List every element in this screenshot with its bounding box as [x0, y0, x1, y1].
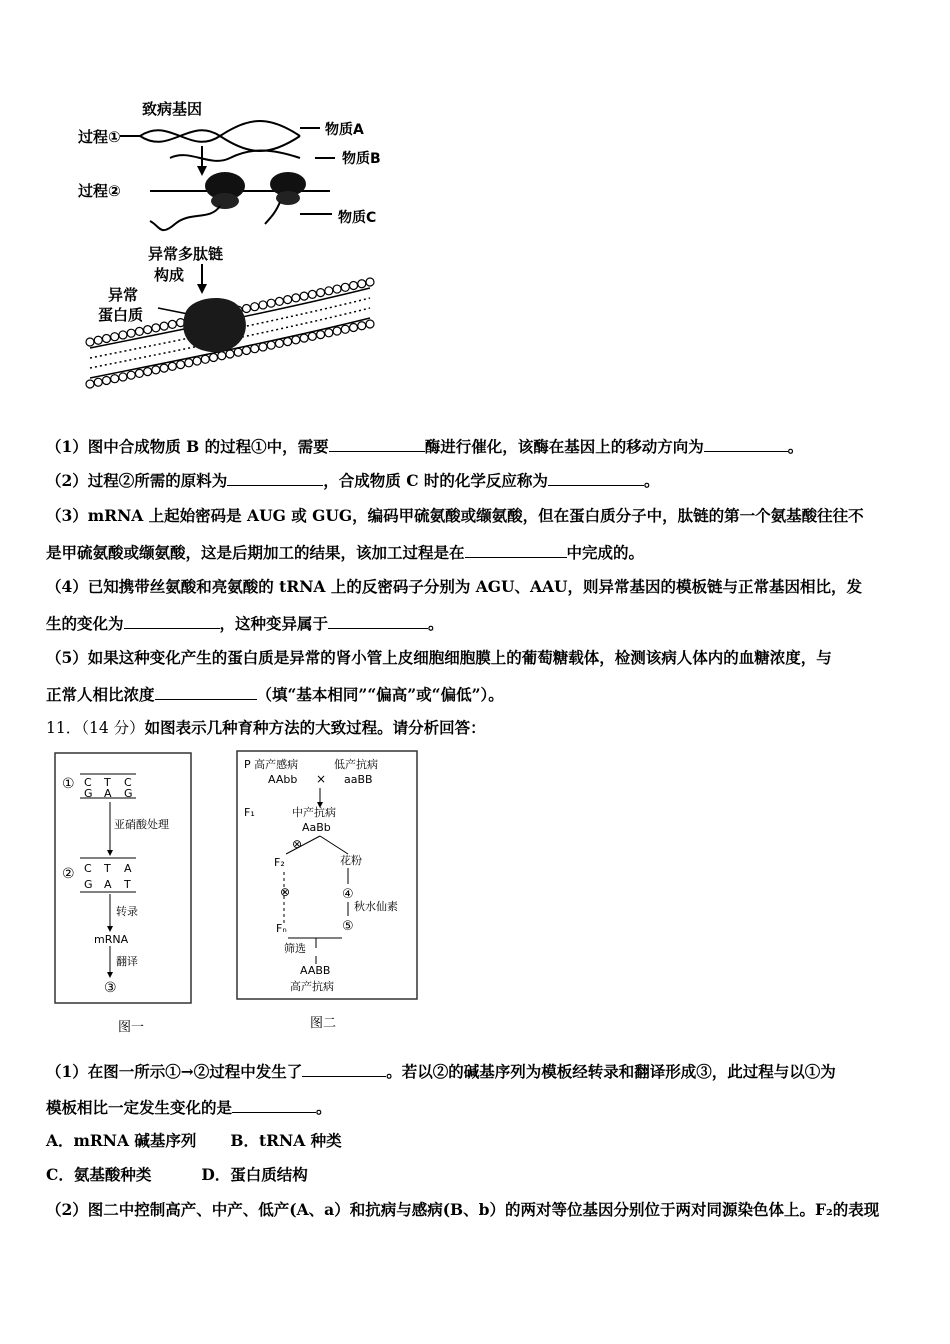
lipid-head — [292, 294, 300, 302]
lipid-head — [251, 345, 259, 353]
dna-strand-1 — [140, 121, 300, 142]
lipid-head — [358, 322, 366, 330]
lipid-head — [350, 324, 358, 332]
disease-gene-label: 致病基因 — [142, 100, 203, 118]
svg-text:G: G — [84, 878, 93, 891]
svg-text:F₂: F₂ — [274, 856, 285, 869]
lipid-head — [127, 329, 135, 337]
q11-header: 11．（14 分）如图表示几种育种方法的大致过程。请分析回答： — [46, 718, 486, 737]
lipid-head — [185, 359, 193, 367]
lipid-head — [251, 303, 259, 311]
lipid-head — [193, 357, 201, 365]
lipid-head — [94, 336, 102, 344]
lipid-head — [358, 280, 366, 288]
lipid-head — [160, 322, 168, 330]
nitrous-acid-label: 亚硝酸处理 — [114, 818, 169, 831]
lipid-head — [152, 324, 160, 332]
svg-text:⊗: ⊗ — [280, 885, 291, 899]
svg-text:A: A — [104, 878, 112, 891]
svg-text:T: T — [124, 878, 131, 891]
lipid-head — [284, 296, 292, 304]
q10-part3-line1: （3）mRNA 上起始密码是 AUG 或 GUG，编码甲硫氨酸或缬氨酸，但在蛋白质分子中，肽链的第一个氨基酸往往不 — [46, 506, 864, 525]
lipid-head — [102, 376, 110, 384]
svg-text:⑤: ⑤ — [342, 919, 354, 934]
lipid-head — [102, 334, 110, 342]
svg-text:G: G — [84, 787, 93, 800]
substance-b-strand — [170, 151, 300, 161]
lipid-head — [86, 338, 94, 346]
q10-part1: （1）图中合成物质 B 的过程①中，需要 酶进行催化，该酶在基因上的移动方向为 。 — [46, 437, 804, 456]
lipid-head — [267, 341, 275, 349]
lipid-head — [135, 327, 143, 335]
q10-part4-line1: （4）已知携带丝氨酸和亮氨酸的 tRNA 上的反密码子分别为 AGU、AAU，则异常基因的模板链与正常基因相比，发 — [46, 577, 863, 596]
lipid-head — [275, 297, 283, 305]
svg-text:C: C — [124, 776, 132, 789]
lipid-head — [259, 343, 267, 351]
svg-text:aaBB: aaBB — [344, 773, 373, 786]
compose-label: 构成 — [154, 266, 185, 284]
lipid-head — [242, 346, 250, 354]
lipid-head — [317, 289, 325, 297]
svg-text:②: ② — [62, 866, 75, 882]
q11-options-cd — [46, 1165, 308, 1185]
substance-b-label: 物质B — [342, 151, 381, 167]
figure-one — [54, 752, 194, 1006]
svg-text:G: G — [124, 787, 133, 800]
svg-text:T: T — [104, 862, 111, 875]
lipid-head — [350, 282, 358, 290]
lipid-head — [119, 331, 127, 339]
svg-text:高产抗病: 高产抗病 — [290, 980, 334, 993]
svg-text:A: A — [124, 862, 132, 875]
lipid-head — [259, 301, 267, 309]
svg-text:C: C — [84, 862, 92, 875]
lipid-head — [325, 329, 333, 337]
option-b: B．tRNA 种类 — [230, 1131, 342, 1150]
svg-text:P 高产感病: P 高产感病 — [244, 758, 299, 771]
svg-text:③: ③ — [104, 980, 117, 996]
lipid-head — [341, 325, 349, 333]
q10-part3-line2: 是甲硫氨酸或缬氨酸，这是后期加工的结果，该加工过程是在 中完成的。 — [46, 543, 645, 562]
svg-text:花粉: 花粉 — [340, 854, 362, 867]
lipid-head — [333, 285, 341, 293]
lipid-head — [226, 350, 234, 358]
svg-text:中产抗病: 中产抗病 — [292, 806, 336, 819]
lipid-head — [284, 338, 292, 346]
q11-part2-line1: （2）图二中控制高产、中产、低产(A、a）和抗病与感病(B、b）的两对等位基因分别位于两对同源染色体上。F₂的表现 — [46, 1200, 880, 1219]
lipid-head — [366, 320, 374, 328]
svg-text:AAbb: AAbb — [268, 773, 298, 786]
process2-label: 过程② — [78, 182, 121, 200]
abnormal-protein-blob — [183, 298, 246, 352]
mrna-label: mRNA — [94, 933, 129, 946]
abnormal-peptide-label: 异常多肽链 — [148, 245, 224, 263]
q10-part5-line1: （5）如果这种变化产生的蛋白质是异常的肾小管上皮细胞细胞膜上的葡萄糖载体，检测该病人体内的血糖浓度，与 — [46, 648, 832, 667]
dna-strand-2 — [140, 130, 300, 151]
svg-text:AaBb: AaBb — [302, 821, 331, 834]
lipid-head — [242, 304, 250, 312]
svg-text:Fₙ: Fₙ — [276, 922, 287, 935]
lipid-head — [135, 369, 143, 377]
figure-one-caption: 图一 — [118, 1020, 145, 1035]
lipid-head — [111, 375, 119, 383]
svg-text:×: × — [316, 772, 327, 786]
transcribe-label: 转录 — [116, 905, 138, 918]
lipid-head — [234, 348, 242, 356]
lipid-head — [275, 339, 283, 347]
svg-text:A: A — [104, 787, 112, 800]
lipid-head — [210, 354, 218, 362]
svg-text:C: C — [84, 776, 92, 789]
lipid-head — [86, 380, 94, 388]
svg-text:AABB: AABB — [300, 964, 331, 977]
substance-a-label: 物质A — [325, 122, 364, 138]
lipid-head — [168, 320, 176, 328]
figure-two-caption: 图二 — [310, 1016, 337, 1031]
lipid-head — [177, 361, 185, 369]
lipid-head — [119, 373, 127, 381]
svg-text:⊗: ⊗ — [292, 837, 303, 851]
process1-label: 过程① — [78, 128, 121, 146]
lipid-head — [94, 378, 102, 386]
lipid-head — [308, 290, 316, 298]
lipid-head — [168, 362, 176, 370]
svg-text:秋水仙素: 秋水仙素 — [354, 900, 398, 913]
svg-text:①: ① — [62, 776, 75, 792]
option-a: A．mRNA 碱基序列 — [46, 1131, 197, 1150]
svg-text:④: ④ — [342, 887, 354, 902]
lipid-head — [144, 326, 152, 334]
option-c: C．氨基酸种类 — [46, 1165, 152, 1184]
lipid-head — [300, 334, 308, 342]
lipid-head — [308, 332, 316, 340]
lipid-head — [300, 292, 308, 300]
svg-text:低产抗病: 低产抗病 — [334, 758, 378, 771]
lipid-head — [267, 299, 275, 307]
q10-part2: （2）过程②所需的原料为 ，合成物质 C 时的化学反应称为 。 — [46, 471, 660, 490]
lipid-head — [341, 283, 349, 291]
gene-expression-figure — [70, 96, 410, 408]
lipid-head — [325, 287, 333, 295]
abnormal-protein-label-2: 蛋白质 — [98, 306, 144, 324]
lipid-head — [218, 352, 226, 360]
substance-c-label: 物质C — [338, 210, 377, 226]
lipid-head — [152, 366, 160, 374]
q11-part1-line1: （1）在图一所示①→②过程中发生了 。若以②的碱基序列为模板经转录和翻译形成③，此过程与以①为 — [46, 1062, 836, 1081]
translate-label: 翻译 — [116, 955, 138, 968]
figure-two — [236, 750, 420, 1002]
q10-part5-line2: 正常人相比浓度 （填“基本相同”“偏高”或“偏低”）。 — [46, 685, 504, 704]
option-d: D．蛋白质结构 — [201, 1165, 308, 1184]
q10-part4-line2: 生的变化为 ，这种变异属于 。 — [46, 614, 444, 633]
lipid-head — [366, 278, 374, 286]
lipid-head — [317, 331, 325, 339]
q11-options-ab — [46, 1131, 342, 1151]
lipid-head — [333, 327, 341, 335]
lipid-head — [201, 355, 209, 363]
abnormal-protein-label-1: 异常 — [108, 286, 139, 304]
lipid-head — [160, 364, 168, 372]
lipid-head — [292, 336, 300, 344]
svg-text:F₁: F₁ — [244, 806, 255, 819]
svg-text:筛选: 筛选 — [284, 942, 306, 955]
lipid-head — [127, 371, 135, 379]
lipid-head — [144, 368, 152, 376]
q11-part1-line2: 模板相比一定发生变化的是 。 — [46, 1098, 332, 1117]
lipid-head — [111, 333, 119, 341]
svg-text:T: T — [104, 776, 111, 789]
